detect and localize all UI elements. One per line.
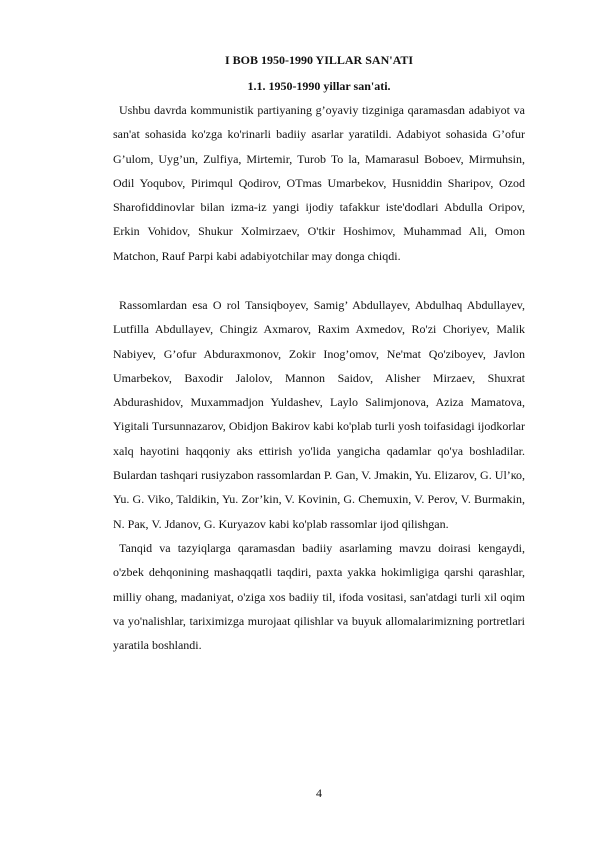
paragraph-themes: Tanqid va tazyiqlarga qaramasdan badiiy asarlaming mavzu doirasi kengaydi, o'zbek dehqonining mashaqqatli taqdiri, paxta yakka hokimligiga qarshi qarashlar, milliy ohang, madaniyat, o'ziga xos badiiy til, ifoda vositasi, san'atdagi turli xil oqim va yo'nalishlar, tariximizga murojaat qilishlar va buyuk allomalarimizning portretlari yaratila boshlandi. [113, 541, 525, 653]
section-title: 1.1. 1950-1990 yillar san'ati. [247, 79, 391, 93]
paragraph-painters: Rassomlardan esa O rol Tansiqboyev, Samig’ Abdullayev, Abdulhaq Abdullayev, Lutfilla Abdullayev, Chingiz Axmarov, Raxim Axmedov, Ro'zi Choriyev, Malik Nabiyev, G’ofur Abduraxmonov, Zokir Inog’omov, Ne'mat Qo'ziboyev, Javlon Umarbekov, Baxodir Jalolov, Mannon Saidov, Alisher Mirzaev, Shuxrat Abdurashidov, Muxammadjon Yuldashev, Laylo Salimjonova, Aziza Mamatova, Yigitali Tursunnazarov, Obidjon Bakirov kabi ko'plab turli yosh toifasidagi ijodkorlar xalq hayotini haqqoniy aks ettirish yo'lida yangicha qadamlar qo'ya boshladilar. Bulardan tashqari rusiyzabon rassomlardan P. Gan, V. Jmakin, Yu. Elizarov, G. Ul’ко, Yu. G. Viko, Taldikin, Yu. Zor’kin, V. Kovinin, G. Chemuxin, V. Perov, V. Burmakin, N. Рак, V. Jdanov, G. Kuryazov kabi ko'plab rassomlar ijod qilishgan. [113, 298, 525, 531]
page-number: 4 [316, 786, 322, 800]
paragraph-literature: Ushbu davrda kommunistik partiyaning g’oyaviy tizginiga qaramasdan adabiyot va san'at sohasida ko'zga ko'rinarli badiiy asarlar yaratildi. Adabiyot sohasida G’ofur G’ulom, Uyg’un, Zulfiya, Mirtemir, Turob To la, Mamarasul Boboev, Mirmuhsin, Odil Yoqubov, Pirimqul Qodirov, OTmas Umarbekov, Husniddin Sharipov, Ozod Sharofiddinovlar bilan izma-iz yangi ijodiy tafakkur iste'dodlari Abdulla Oripov, Erkin Vohidov, Shukur Xolmirzaev, O'tkir Hoshimov, Muhammad Ali, Omon Matchon, Rauf Parpi kabi adabiyotchilar may donga chiqdi. [113, 103, 525, 263]
chapter-title: I BOB 1950-1990 YILLAR SAN'ATI [224, 53, 414, 67]
